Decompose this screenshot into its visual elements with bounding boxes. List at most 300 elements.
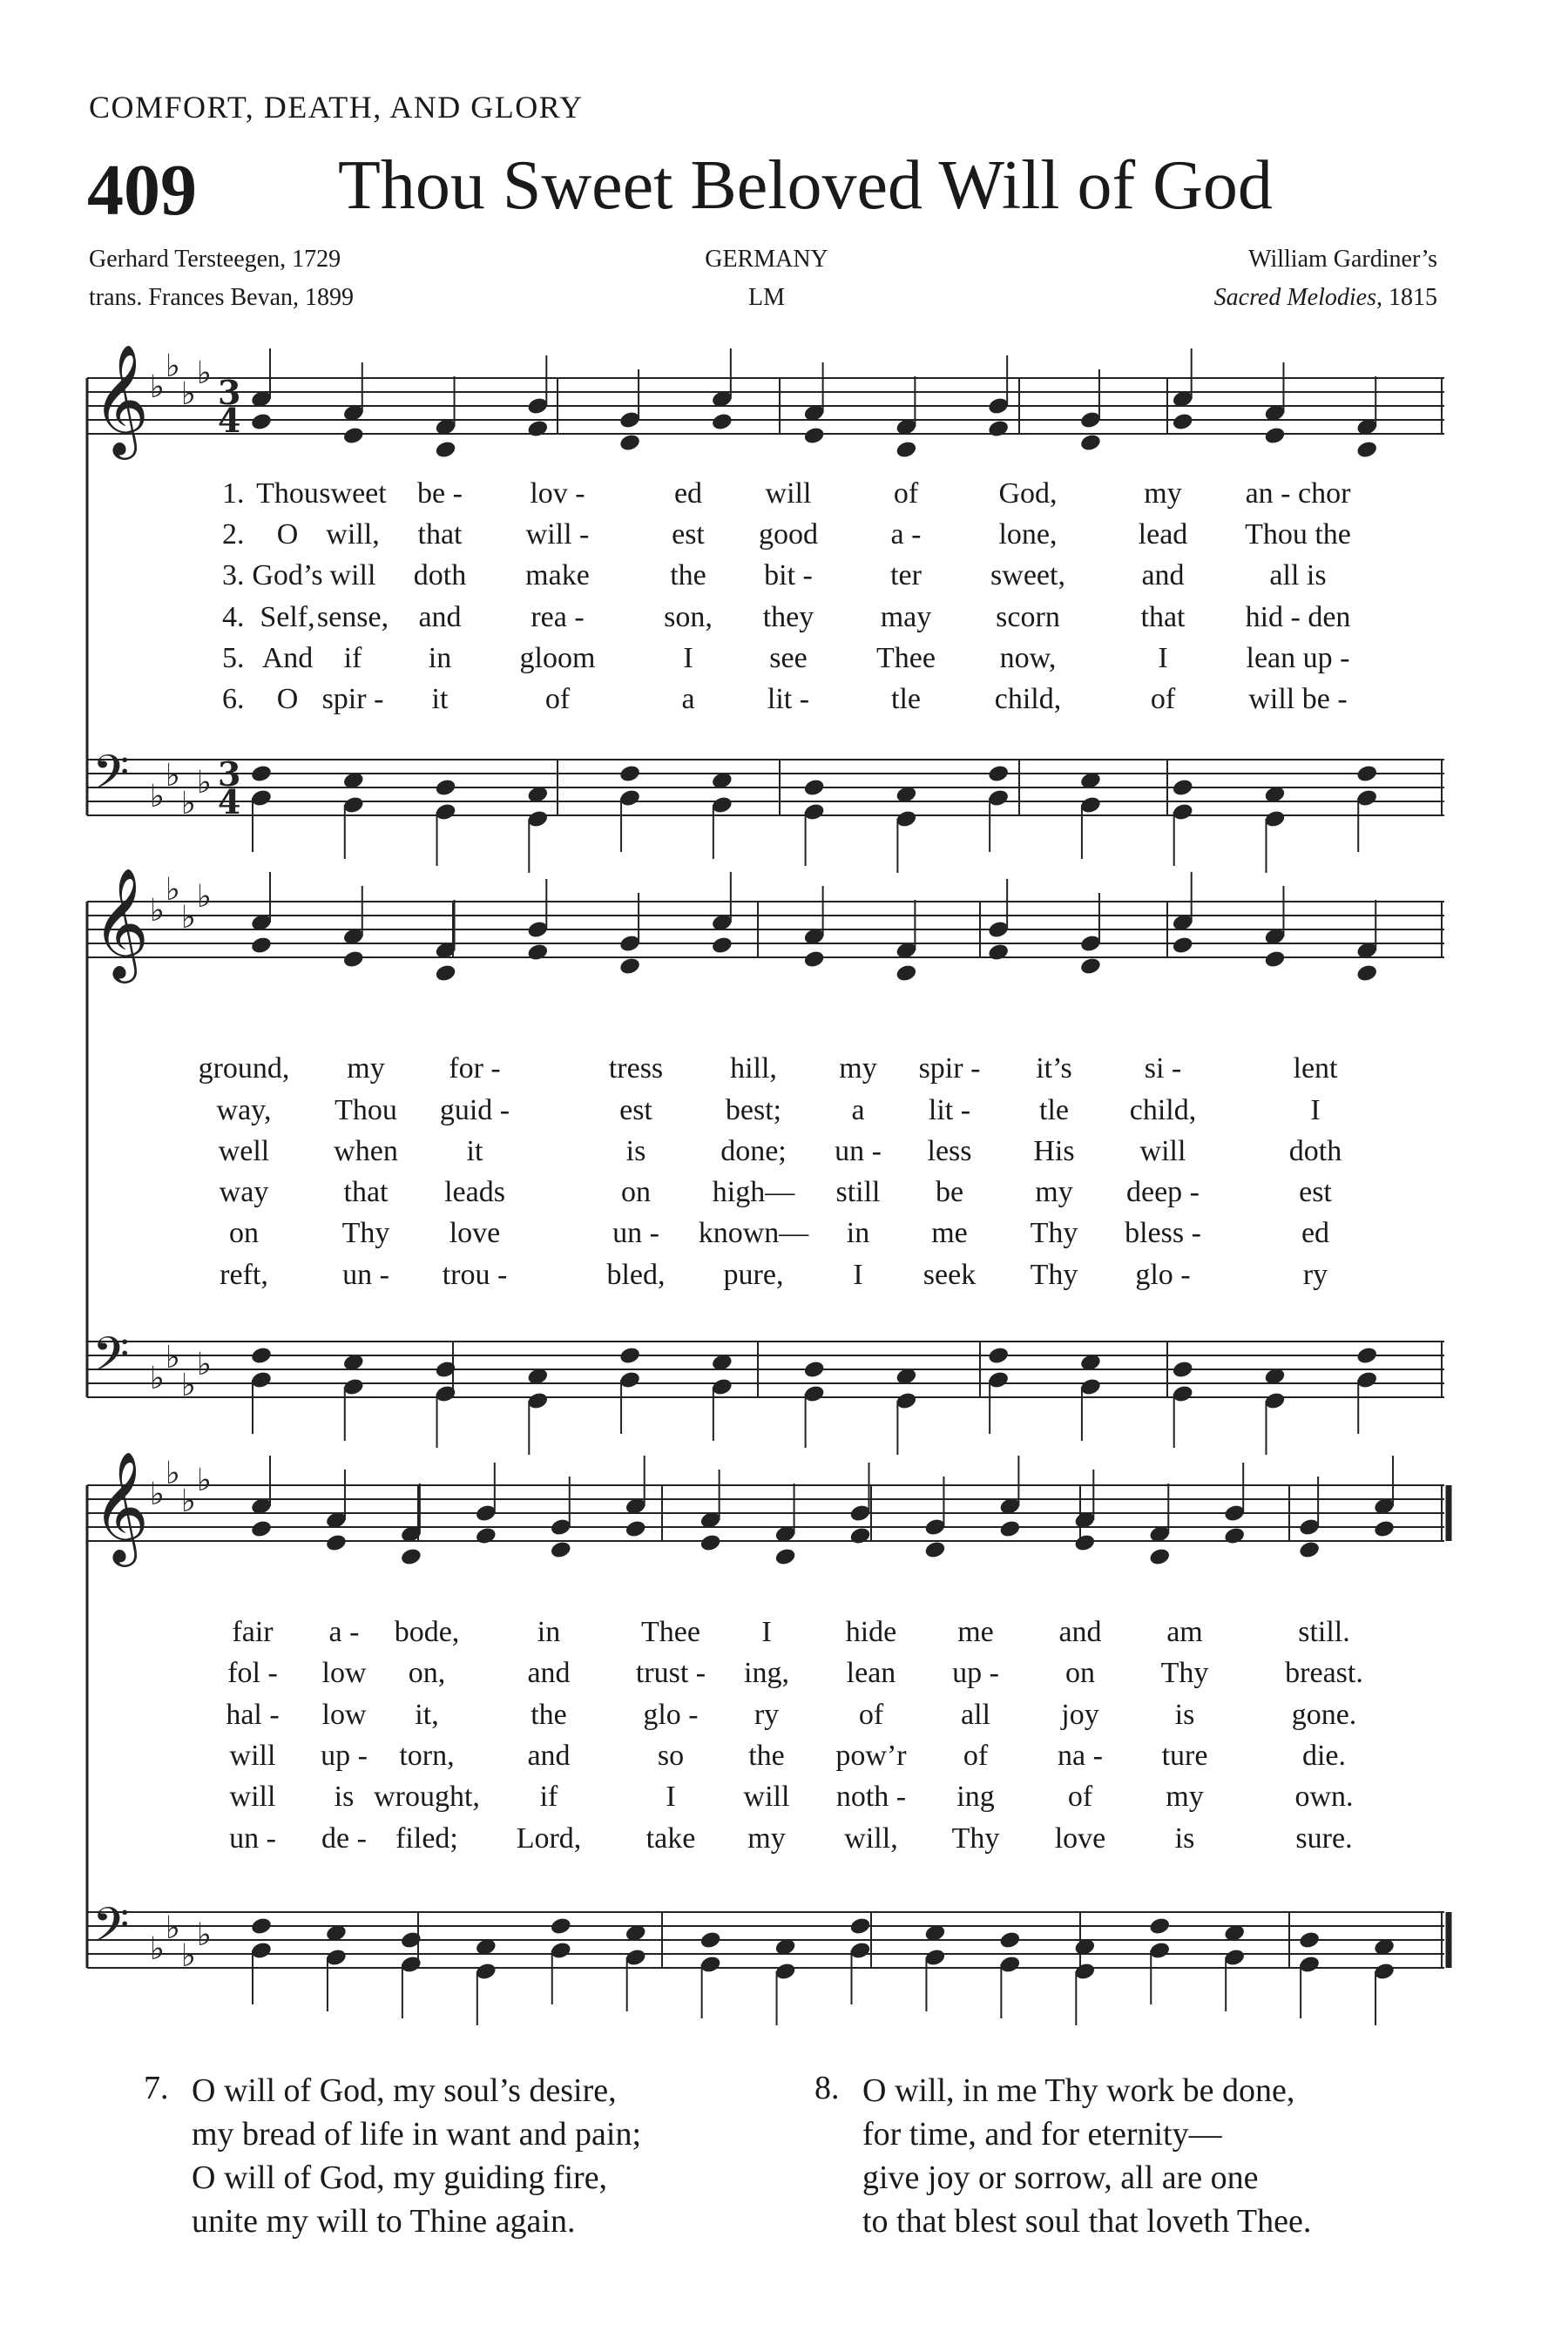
verse-8-line-3: give joy or sorrow, all are one [862,2159,1259,2196]
lyric-syllable: breast. [1285,1657,1363,1689]
lyric-syllable: my [1144,477,1182,510]
flat-sign: ♭ [150,1931,165,1967]
hymn-title: Thou Sweet Beloved Will of God [338,147,1273,224]
lyric-syllable: still [835,1176,881,1208]
lyric-syllable: die. [1301,1740,1347,1772]
verse-7-number: 7. [144,2070,169,2106]
lyric-syllable: sweet [319,477,387,510]
lyric-syllable: scorn [996,601,1060,633]
flat-sign: ♭ [166,872,180,908]
notehead [803,950,826,970]
lyric-syllable: low [321,1699,367,1731]
notehead [895,440,917,460]
lyric-syllable: way [219,1176,269,1208]
lyric-syllable: Thy [1160,1657,1209,1689]
lyric-syllable: tress [608,1052,664,1085]
notehead [434,440,456,460]
notehead [1079,956,1102,977]
lyric-syllable: lone, [998,518,1058,551]
notehead [1223,1526,1246,1546]
lyric-syllable: so [657,1740,685,1772]
lyric-syllable: good [759,518,818,551]
author-line: Gerhard Tersteegen, 1729 [89,246,341,273]
notehead [400,1547,422,1567]
flat-sign: ♭ [150,779,165,814]
lyric-syllable: Thy [1030,1259,1078,1291]
lyric-syllable: and [1141,559,1185,591]
treble-clef: 𝄞 [92,867,150,978]
lyric-syllable: still. [1298,1616,1350,1648]
lyric-syllable: that [343,1176,389,1208]
notehead [987,943,1010,963]
lyric-syllable: Thou [256,477,319,510]
notehead [475,1526,497,1546]
flat-sign: ♭ [166,1910,180,1946]
notehead [1172,936,1194,956]
notehead [250,412,273,432]
lyric-syllable: way, [216,1094,272,1126]
verse-number: 2. [222,518,245,551]
lyric-syllable: an - chor [1245,477,1351,510]
lyric-syllable: will [329,559,376,591]
lyric-syllable: on [1065,1657,1095,1689]
flat-sign: ♭ [150,369,165,405]
lyric-syllable: it, [415,1699,439,1731]
notehead [250,1916,273,1936]
lyric-syllable: love [449,1217,501,1249]
lyric-syllable: up - [321,1740,368,1772]
lyric-syllable: un - [229,1822,276,1855]
lyric-syllable: guid - [439,1094,510,1126]
lyric-syllable: glo - [1135,1259,1191,1291]
notehead [618,433,641,453]
notehead [250,936,273,956]
lyric-syllable: it [431,683,449,715]
flat-sign: ♭ [166,758,180,794]
lyric-syllable: I [666,1781,676,1813]
flat-sign: ♭ [181,1368,196,1403]
notehead [250,1519,273,1539]
lyric-syllable: my [347,1052,385,1085]
lyric-syllable: own. [1294,1781,1354,1813]
lyric-syllable: un - [342,1259,389,1291]
lyric-syllable: I [1310,1094,1321,1126]
time-signature-bottom: 4 [218,782,241,821]
lyric-syllable: Thy [951,1822,1000,1855]
notehead [1355,963,1378,983]
verse-number: 6. [222,683,245,715]
lyric-syllable: low [321,1657,367,1689]
lyric-syllable: child, [1129,1094,1197,1126]
notehead [711,412,733,432]
time-signature-bottom: 4 [218,401,241,440]
lyric-syllable: and [418,601,462,633]
bass-clef: 𝄢 [92,1897,130,1964]
notehead [342,426,365,446]
lyric-syllable: Lord, [516,1822,582,1855]
notehead [1263,950,1286,970]
lyric-syllable: tle [891,683,921,715]
lyric-syllable: the [748,1740,785,1772]
notehead [700,1930,722,1950]
notehead [250,764,273,784]
notehead [700,1533,722,1553]
time-signature-top: 3 [218,373,241,412]
lyric-syllable: ed [673,477,703,510]
lyric-syllable: on, [408,1657,446,1689]
flat-sign: ♭ [150,893,165,929]
notehead [250,1346,273,1366]
lyric-syllable: my [747,1822,786,1855]
flat-sign: ♭ [150,1477,165,1512]
bass-clef: 𝄢 [92,1327,130,1394]
notehead [848,1526,871,1546]
lyric-syllable: all is [1269,559,1327,591]
lyric-syllable: will, [844,1822,898,1855]
lyric-syllable: on [621,1176,651,1208]
notehead [923,1540,946,1560]
lyric-syllable: will - [525,518,590,551]
notehead [1148,1916,1171,1936]
lyric-syllable: seek [923,1259,977,1291]
notehead [1298,1540,1321,1560]
notehead [1355,764,1378,784]
lyric-syllable: glo - [643,1699,699,1731]
notehead [550,1916,572,1936]
source-year: , 1815 [1376,284,1437,311]
lyric-syllable: est [1299,1176,1332,1208]
lyric-syllable: Self, [260,601,315,633]
notehead [987,764,1010,784]
lyric-syllable: Thee [876,642,936,674]
meter: LM [748,284,785,311]
lyric-syllable: pow’r [835,1740,907,1772]
notehead [1355,1346,1378,1366]
lyric-syllable: of [1067,1781,1093,1813]
lyric-syllable: lov - [530,477,585,510]
lyric-syllable: my [1166,1781,1204,1813]
notehead [1355,440,1378,460]
notehead [434,778,456,798]
lyric-syllable: pure, [723,1259,784,1291]
lyric-syllable: gone. [1291,1699,1357,1731]
flat-sign: ♭ [150,1361,165,1396]
notehead [895,963,917,983]
lyric-syllable: ing [956,1781,995,1813]
verse-number: 3. [222,559,245,591]
lyric-syllable: lit - [928,1094,971,1126]
notehead [526,419,549,439]
lyric-syllable: it’s [1036,1052,1072,1085]
lyric-syllable: high— [712,1176,795,1208]
flat-sign: ♭ [197,1917,212,1953]
lyric-syllable: God, [998,477,1058,510]
lyric-syllable: and [1058,1616,1102,1648]
tune-name: GERMANY [705,246,828,273]
lyric-syllable: if [539,1781,558,1813]
notehead [526,943,549,963]
verse-number: 1. [222,477,245,510]
lyric-syllable: love [1054,1822,1106,1855]
lyric-syllable: see [769,642,808,674]
flat-sign: ♭ [181,900,196,936]
lyric-syllable: in [537,1616,561,1648]
lyric-syllable: done; [720,1135,787,1167]
lyric-syllable: ry [1302,1259,1328,1291]
verse-7-line-1: O will of God, my soul’s desire, [192,2072,617,2109]
lyric-syllable: na - [1058,1740,1103,1772]
lyric-syllable: will, [326,518,380,551]
lyric-syllable: Thou [335,1094,397,1126]
notehead [1298,1930,1321,1950]
notehead [550,1540,572,1560]
lyric-syllable: bled, [606,1259,666,1291]
notehead [400,1930,422,1950]
lyric-syllable: will [743,1781,790,1813]
notehead [987,1346,1010,1366]
lyric-syllable: best; [725,1094,782,1126]
lyric-syllable: filed; [395,1822,458,1855]
lyric-syllable: gloom [519,642,596,674]
lyric-syllable: ture [1161,1740,1208,1772]
notehead [803,426,826,446]
lyric-syllable: and [527,1740,571,1772]
lyric-syllable: up - [952,1657,999,1689]
lyric-syllable: known— [698,1217,809,1249]
verse-8-line-4: to that blest soul that loveth Thee. [862,2203,1312,2240]
lyric-syllable: Thy [341,1217,390,1249]
notehead [1073,1533,1096,1553]
notehead [848,1916,871,1936]
lyric-syllable: deep - [1125,1176,1200,1208]
flat-sign: ♭ [181,376,196,412]
lyric-syllable: my [1035,1176,1073,1208]
lyric-syllable: of [893,477,919,510]
lyric-syllable: wrought, [374,1781,480,1813]
notehead [618,1346,641,1366]
lyric-syllable: is [1174,1699,1195,1731]
lyric-syllable: sense, [316,601,389,633]
notehead [1172,778,1194,798]
lyric-syllable: sure. [1295,1822,1353,1855]
treble-clef: 𝄞 [92,343,150,455]
lyric-syllable: the [531,1699,567,1731]
lyric-syllable: me [931,1217,968,1249]
lyric-syllable: my [839,1052,877,1085]
lyric-syllable: that [417,518,463,551]
flat-sign: ♭ [166,1456,180,1491]
lyric-syllable: now, [999,642,1057,674]
lyric-syllable: ing, [744,1657,789,1689]
lyric-syllable: His [1033,1135,1075,1167]
verse-number: 4. [222,601,245,633]
verse-7-line-4: unite my will to Thine again. [192,2203,576,2240]
lyric-syllable: rea - [531,601,585,633]
lyric-syllable: a [851,1094,865,1126]
lyric-syllable: all [961,1699,990,1731]
lyric-syllable: will [229,1740,276,1772]
lyric-syllable: of [544,683,571,715]
lyric-syllable: will [1139,1135,1186,1167]
lyric-syllable: de - [321,1822,367,1855]
lyric-syllable: a [681,683,695,715]
composer-line: William Gardiner’s [1248,246,1437,273]
notehead [1172,412,1194,432]
lyric-syllable: And [261,642,314,674]
notehead [998,1930,1021,1950]
notehead [1373,1519,1396,1539]
lyric-syllable: sweet, [990,559,1065,591]
notehead [1079,433,1102,453]
lyric-syllable: O [276,518,299,551]
lyric-syllable: hill, [730,1052,777,1085]
treble-clef: 𝄞 [92,1450,150,1562]
lyric-syllable: lit - [767,683,810,715]
lyric-syllable: a - [890,518,922,551]
lyric-syllable: God’s [252,559,323,591]
lyric-syllable: doth [413,559,467,591]
lyric-syllable: un - [835,1135,882,1167]
flat-sign: ♭ [166,348,180,384]
source-title: Sacred Melodies [1213,284,1376,311]
verse-8-line-1: O will, in me Thy work be done, [862,2072,1295,2109]
lyric-syllable: in [846,1217,870,1249]
lyric-syllable: I [761,1616,772,1648]
lyric-syllable: will [229,1781,276,1813]
notehead [998,1519,1021,1539]
flat-sign: ♭ [166,1340,180,1375]
lyric-syllable: make [525,559,590,591]
notehead [1263,426,1286,446]
lyric-syllable: leads [444,1176,505,1208]
lyric-syllable: when [334,1135,398,1167]
notehead [987,419,1010,439]
lyric-syllable: hal - [226,1699,280,1731]
notehead [803,1360,826,1380]
lyric-syllable: in [428,642,452,674]
lyric-syllable: is [334,1781,355,1813]
lyric-syllable: for - [449,1052,501,1085]
flat-sign: ♭ [181,1938,196,1974]
lyric-syllable: will [765,477,812,510]
verse-number: 5. [222,642,245,674]
lyric-syllable: lead [1138,518,1188,551]
lyric-syllable: son, [664,601,713,633]
lyric-syllable: less [927,1135,972,1167]
lyric-syllable: doth [1288,1135,1342,1167]
lyric-syllable: trust - [635,1657,706,1689]
flat-sign: ♭ [197,765,212,801]
lyric-syllable: trou - [442,1259,508,1291]
lyric-syllable: bless - [1125,1217,1201,1249]
lyric-syllable: ground, [198,1052,290,1085]
lyric-syllable: on [229,1217,259,1249]
lyric-syllable: I [1158,642,1168,674]
lyric-syllable: the [670,559,706,591]
lyric-syllable: O [276,683,299,715]
lyric-syllable: of [858,1699,884,1731]
notehead [434,963,456,983]
flat-sign: ♭ [197,1347,212,1382]
lyric-syllable: lent [1293,1052,1338,1085]
section-heading: COMFORT, DEATH, AND GLORY [89,90,584,125]
lyric-syllable: Thee [641,1616,700,1648]
notehead [1172,1360,1194,1380]
flat-sign: ♭ [197,1463,212,1498]
lyric-syllable: est [619,1094,652,1126]
lyric-syllable: tle [1039,1094,1069,1126]
lyric-syllable: Thy [1030,1217,1078,1249]
verse-8-line-2: for time, and for eternity— [862,2116,1222,2153]
lyric-syllable: of [963,1740,989,1772]
lyric-syllable: take [645,1822,696,1855]
flat-sign: ♭ [181,1484,196,1519]
lyric-syllable: they [762,601,814,633]
lyric-syllable: I [853,1259,863,1291]
notehead [342,950,365,970]
lyric-syllable: ry [754,1699,780,1731]
notehead [711,936,733,956]
lyric-syllable: fol - [227,1657,278,1689]
lyric-syllable: si - [1144,1052,1182,1085]
flat-sign: ♭ [197,879,212,915]
notehead [803,778,826,798]
lyric-syllable: bit - [764,559,813,591]
notehead [774,1547,796,1567]
lyric-syllable: is [1174,1822,1195,1855]
lyric-syllable: lean [846,1657,896,1689]
lyric-syllable: will be - [1248,683,1348,715]
lyric-syllable: that [1140,601,1186,633]
notehead [625,1519,647,1539]
verse-8-number: 8. [814,2070,840,2106]
lyric-syllable: hide [845,1616,897,1648]
lyric-syllable: joy [1061,1699,1099,1731]
lyric-syllable: a - [328,1616,360,1648]
lyric-syllable: spir - [321,683,384,715]
lyric-syllable: of [1150,683,1176,715]
lyric-syllable: reft, [220,1259,268,1291]
lyric-syllable: me [957,1616,994,1648]
lyric-syllable: be [935,1176,964,1208]
lyric-syllable: ed [1301,1217,1330,1249]
lyric-syllable: torn, [399,1740,455,1772]
lyric-syllable: if [343,642,362,674]
lyric-syllable: hid - den [1245,601,1351,633]
notehead [325,1533,348,1553]
lyric-syllable: Thou the [1245,518,1351,551]
bass-clef: 𝄢 [92,745,130,812]
lyric-syllable: spir - [918,1052,981,1085]
lyric-syllable: bode, [394,1616,460,1648]
notehead [618,956,641,977]
hymn-number: 409 [87,150,197,231]
time-signature-top: 3 [218,754,241,794]
translator-line: trans. Frances Bevan, 1899 [89,284,355,311]
lyric-syllable: lean up - [1246,642,1350,674]
lyric-syllable: may [880,601,932,633]
notehead [1148,1547,1171,1567]
verse-7-line-2: my bread of life in want and pain; [192,2116,642,2153]
lyric-syllable: it [466,1135,483,1167]
verse-7-line-3: O will of God, my guiding fire, [192,2159,608,2196]
lyric-syllable: fair [232,1616,274,1648]
notehead [618,764,641,784]
lyric-syllable: noth - [835,1781,907,1813]
lyric-syllable: well [218,1135,270,1167]
lyric-syllable: un - [612,1217,659,1249]
lyric-syllable: child, [994,683,1062,715]
